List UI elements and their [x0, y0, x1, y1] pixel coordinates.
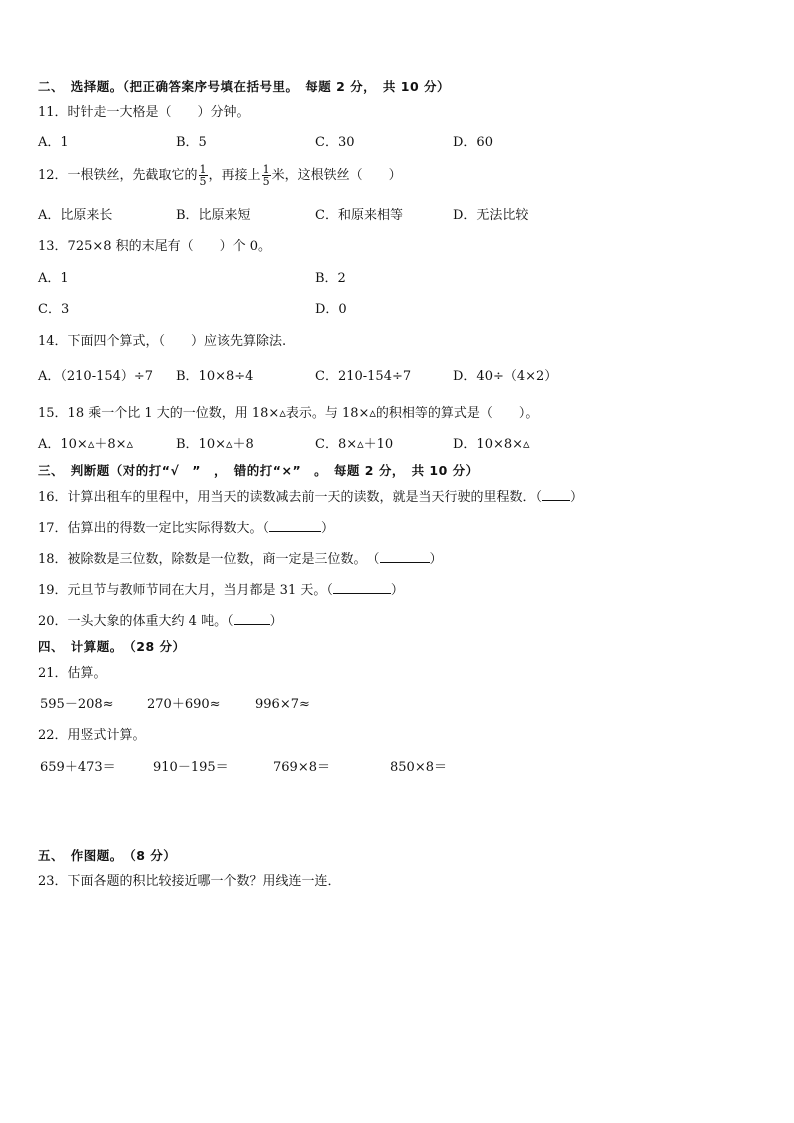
vertical-calc-item-3: 769×8＝ — [273, 760, 330, 775]
estimate-item-2: 270＋690≈ — [147, 697, 221, 712]
section-5-title: 五、 作图题。 （8 分） — [38, 848, 177, 863]
question-19 — [38, 581, 404, 600]
q12-option-b[interactable]: B．比原来短 — [176, 208, 251, 223]
q16-paren-close: ） — [570, 490, 584, 505]
answer-blank[interactable] — [542, 488, 570, 501]
q19-paren-close: ） — [390, 583, 404, 598]
answer-blank[interactable] — [380, 550, 430, 563]
q11-option-a[interactable]: A．1 — [38, 135, 69, 150]
q15-option-a[interactable]: A．10×▵＋8×▵ — [38, 437, 134, 452]
question-13: 13．725×8 积的末尾有（ ）个 0。 — [38, 239, 272, 254]
question-23: 23．下面各题的积比较接近哪一个数？用线连一连． — [38, 874, 341, 889]
q12-option-a[interactable]: A．比原来长 — [38, 208, 113, 223]
q20-paren-close: ） — [269, 614, 283, 629]
q20-text: 20．一头大象的体重大约 4 吨。（ — [38, 614, 234, 629]
vertical-calc-item-2: 910－195＝ — [153, 760, 229, 775]
q15-option-c[interactable]: C．8×▵＋10 — [315, 437, 394, 452]
vertical-calc-item-4: 850×8＝ — [390, 760, 447, 775]
question-18 — [38, 550, 443, 569]
q13-option-c[interactable]: C．3 — [38, 302, 70, 317]
q11-option-d[interactable]: D．60 — [453, 135, 493, 150]
q18-paren-close: ） — [429, 552, 443, 567]
section-2-title: 二、 选择题。（把正确答案序号填在括号里。 每题 2 分， 共 10 分） — [38, 79, 451, 94]
question-22: 22．用竖式计算。 — [38, 728, 146, 743]
q13-option-d[interactable]: D．0 — [315, 302, 347, 317]
q14-option-b[interactable]: B．10×8÷4 — [176, 369, 254, 384]
question-11: 11．时针走一大格是（ ）分钟。 — [38, 105, 250, 120]
q17-text: 17．估算出的得数一定比实际得数大。（ — [38, 521, 270, 536]
q17-paren-close: ） — [321, 521, 335, 536]
question-21: 21．估算。 — [38, 666, 107, 681]
vertical-calc-item-1: 659＋473＝ — [40, 760, 116, 775]
fraction-numerator: 1 — [262, 163, 270, 176]
fraction-numerator: 1 — [199, 163, 207, 176]
question-16 — [38, 488, 583, 507]
question-14: 14．下面四个算式，（ ）应该先算除法. — [38, 334, 287, 349]
fraction-denominator: 5 — [199, 175, 207, 188]
fraction-one-fifth — [199, 164, 208, 187]
question-12 — [38, 164, 402, 187]
q12-text-mid: ，再接上 — [208, 168, 261, 183]
q12-text-post: 米，这根铁丝（ ） — [271, 168, 402, 183]
estimate-item-1: 595－208≈ — [40, 697, 114, 712]
answer-blank[interactable] — [333, 581, 391, 594]
q13-option-b[interactable]: B．2 — [315, 271, 346, 286]
fraction-denominator: 5 — [262, 175, 270, 188]
question-17 — [38, 519, 334, 538]
estimate-item-3: 996×7≈ — [255, 697, 310, 712]
answer-blank[interactable] — [234, 612, 270, 625]
q14-option-c[interactable]: C．210-154÷7 — [315, 369, 412, 384]
q12-option-d[interactable]: D．无法比较 — [453, 208, 529, 223]
q11-option-c[interactable]: C．30 — [315, 135, 355, 150]
question-15: 15．18 乘一个比 1 大的一位数，用 18×▵表示。与 18×▵的积相等的算式是（ ）。 — [38, 406, 539, 421]
q15-option-b[interactable]: B．10×▵＋8 — [176, 437, 254, 452]
section-3-title: 三、 判断题（对的打“√ ” ， 错的打“×” 。 每题 2 分， 共 10 分） — [38, 463, 479, 478]
q18-text: 18．被除数是三位数，除数是一位数，商一定是三位数。 （ — [38, 552, 380, 567]
q11-option-b[interactable]: B．5 — [176, 135, 207, 150]
q13-option-a[interactable]: A．1 — [38, 271, 69, 286]
q16-text: 16．计算出租车的里程中，用当天的读数减去前一天的读数，就是当天行驶的里程数．（ — [38, 490, 543, 505]
answer-blank[interactable] — [269, 519, 321, 532]
q12-text-pre: 12．一根铁丝，先截取它的 — [38, 168, 198, 183]
q15-option-d[interactable]: D．10×8×▵ — [453, 437, 530, 452]
section-4-title: 四、 计算题。 （28 分） — [38, 639, 186, 654]
fraction-one-fifth-meter — [262, 164, 271, 187]
q19-text: 19．元旦节与教师节同在大月，当月都是 31 天。（ — [38, 583, 333, 598]
question-20 — [38, 612, 283, 631]
q14-option-d[interactable]: D．40÷（4×2） — [453, 369, 558, 384]
q14-option-a[interactable]: A．（210-154）÷7 — [38, 369, 154, 384]
q12-option-c[interactable]: C．和原来相等 — [315, 208, 403, 223]
